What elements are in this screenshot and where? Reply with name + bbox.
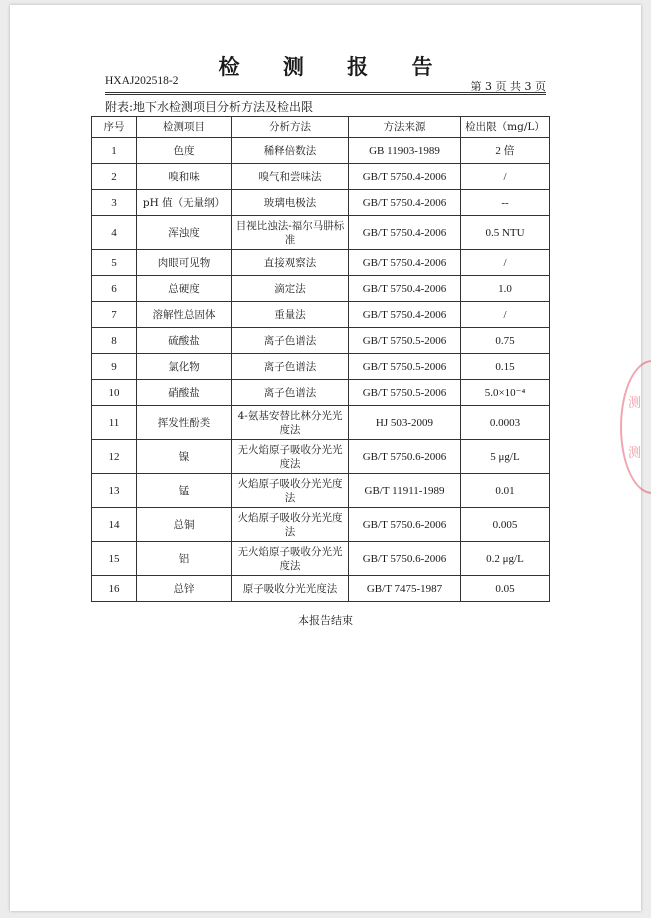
cell-no: 12 [92, 440, 137, 474]
cell-item: 氯化物 [137, 354, 232, 380]
cell-no: 1 [92, 138, 137, 164]
cell-method: 无火焰原子吸收分光光度法 [232, 542, 349, 576]
cell-method: 目视比浊法-福尔马肼标准 [232, 216, 349, 250]
table-row [92, 138, 550, 164]
cell-method: 重量法 [232, 302, 349, 328]
cell-source: GB/T 5750.6-2006 [349, 508, 461, 542]
cell-limit: 0.05 [461, 576, 550, 602]
table-row [92, 380, 550, 406]
table-row [92, 576, 550, 602]
cell-source: GB/T 5750.4-2006 [349, 216, 461, 250]
cell-limit: 1.0 [461, 276, 550, 302]
cell-method: 嗅气和尝味法 [232, 164, 349, 190]
report-number: HXAJ202518-2 [105, 75, 179, 87]
cell-limit: / [461, 164, 550, 190]
cell-item: 镍 [137, 440, 232, 474]
cell-no: 4 [92, 216, 137, 250]
cell-no: 16 [92, 576, 137, 602]
cell-item: 溶解性总固体 [137, 302, 232, 328]
cell-source: GB/T 5750.4-2006 [349, 302, 461, 328]
seal-char: 测 [628, 446, 642, 461]
table-row [92, 440, 550, 474]
header-no: 序号 [92, 117, 137, 138]
cell-method: 滴定法 [232, 276, 349, 302]
cell-item: pH 值（无量纲） [137, 190, 232, 216]
cell-limit: 5.0×10⁻⁴ [461, 380, 550, 406]
cell-method: 无火焰原子吸收分光光度法 [232, 440, 349, 474]
header-method: 分析方法 [232, 117, 349, 138]
cell-no: 11 [92, 406, 137, 440]
cell-method: 直接观察法 [232, 250, 349, 276]
cell-limit: 0.2 μg/L [461, 542, 550, 576]
cell-item: 总锌 [137, 576, 232, 602]
cell-item: 铝 [137, 542, 232, 576]
cell-item: 肉眼可见物 [137, 250, 232, 276]
cell-source: GB/T 5750.5-2006 [349, 380, 461, 406]
cell-no: 7 [92, 302, 137, 328]
cell-item: 色度 [137, 138, 232, 164]
cell-source: HJ 503-2009 [349, 406, 461, 440]
cell-limit: -- [461, 190, 550, 216]
cell-item: 总铜 [137, 508, 232, 542]
cell-no: 2 [92, 164, 137, 190]
header-limit: 检出限（mg/L） [461, 117, 550, 138]
header-rule-top [105, 92, 546, 93]
table-body [92, 138, 550, 602]
end-of-report: 本报告结束 [298, 614, 353, 627]
cell-limit: 0.15 [461, 354, 550, 380]
header-source: 方法来源 [349, 117, 461, 138]
table-row [92, 542, 550, 576]
cell-item: 硝酸盐 [137, 380, 232, 406]
table-row [92, 190, 550, 216]
table-row [92, 216, 550, 250]
cell-item: 总硬度 [137, 276, 232, 302]
cell-no: 10 [92, 380, 137, 406]
cell-source: GB/T 5750.4-2006 [349, 190, 461, 216]
table-row [92, 406, 550, 440]
cell-limit: 0.005 [461, 508, 550, 542]
table-row [92, 328, 550, 354]
cell-source: GB/T 5750.4-2006 [349, 276, 461, 302]
cell-source: GB/T 5750.6-2006 [349, 440, 461, 474]
table-row [92, 508, 550, 542]
report-page [10, 5, 641, 911]
cell-method: 离子色谱法 [232, 380, 349, 406]
cell-no: 6 [92, 276, 137, 302]
cell-method: 原子吸收分光光度法 [232, 576, 349, 602]
table-header-row [92, 117, 550, 138]
report-title: 检 测 报 告 [218, 54, 451, 79]
cell-no: 15 [92, 542, 137, 576]
cell-limit: 0.5 NTU [461, 216, 550, 250]
cell-method: 离子色谱法 [232, 328, 349, 354]
cell-method: 4-氨基安替比林分光光度法 [232, 406, 349, 440]
cell-limit: 0.01 [461, 474, 550, 508]
cell-limit: 5 μg/L [461, 440, 550, 474]
table-row [92, 164, 550, 190]
cell-item: 硫酸盐 [137, 328, 232, 354]
method-table [91, 116, 550, 602]
cell-no: 3 [92, 190, 137, 216]
cell-method: 火焰原子吸收分光光度法 [232, 508, 349, 542]
cell-limit: 0.0003 [461, 406, 550, 440]
cell-method: 离子色谱法 [232, 354, 349, 380]
table-row [92, 276, 550, 302]
table-row [92, 354, 550, 380]
cell-item: 锰 [137, 474, 232, 508]
cell-method: 稀释倍数法 [232, 138, 349, 164]
cell-limit: / [461, 302, 550, 328]
cell-source: GB/T 5750.5-2006 [349, 328, 461, 354]
cell-source: GB 11903-1989 [349, 138, 461, 164]
cell-no: 14 [92, 508, 137, 542]
cell-item: 嗅和味 [137, 164, 232, 190]
cell-source: GB/T 11911-1989 [349, 474, 461, 508]
cell-source: GB/T 5750.5-2006 [349, 354, 461, 380]
table-row [92, 302, 550, 328]
cell-limit: 2 倍 [461, 138, 550, 164]
cell-no: 13 [92, 474, 137, 508]
seal-char: 测 [628, 396, 642, 411]
header-item: 检测项目 [137, 117, 232, 138]
cell-method: 火焰原子吸收分光光度法 [232, 474, 349, 508]
cell-source: GB/T 5750.4-2006 [349, 164, 461, 190]
cell-limit: / [461, 250, 550, 276]
table-row [92, 474, 550, 508]
cell-no: 8 [92, 328, 137, 354]
cell-source: GB/T 5750.6-2006 [349, 542, 461, 576]
cell-no: 9 [92, 354, 137, 380]
cell-source: GB/T 7475-1987 [349, 576, 461, 602]
cell-no: 5 [92, 250, 137, 276]
cell-item: 挥发性酚类 [137, 406, 232, 440]
cell-method: 玻璃电极法 [232, 190, 349, 216]
cell-limit: 0.75 [461, 328, 550, 354]
cell-item: 浑浊度 [137, 216, 232, 250]
header-rule-bottom [105, 94, 546, 95]
page-info: 第 3 页 共 3 页 [470, 80, 546, 93]
appendix-title: 附表:地下水检测项目分析方法及检出限 [105, 100, 314, 114]
cell-source: GB/T 5750.4-2006 [349, 250, 461, 276]
table-row [92, 250, 550, 276]
